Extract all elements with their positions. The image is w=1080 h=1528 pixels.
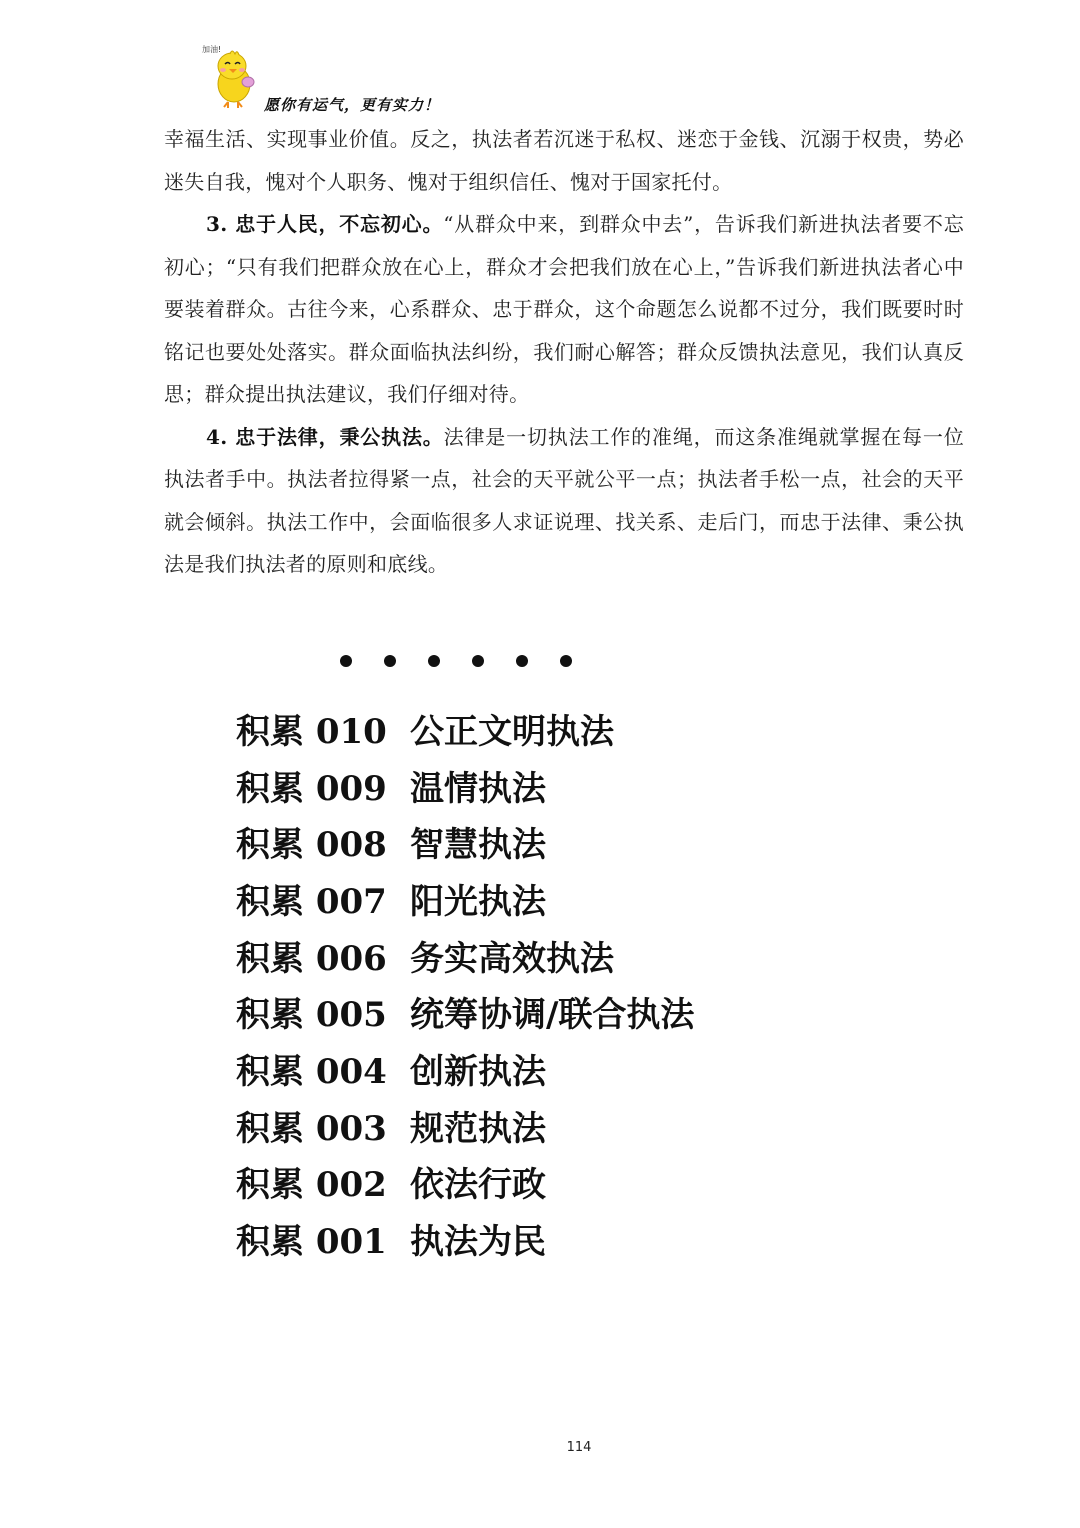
list-item-title: 规范执法 bbox=[410, 1108, 546, 1149]
list-item bbox=[236, 1040, 694, 1097]
list-item bbox=[236, 1154, 694, 1211]
list-item-code: 积累 009 bbox=[236, 768, 387, 809]
paragraph-heading: 4. 忠于法律，秉公执法。 bbox=[206, 424, 444, 449]
list-item bbox=[236, 983, 694, 1040]
paragraph-loyal-to-people bbox=[164, 203, 964, 416]
list-item-code: 积累 001 bbox=[236, 1222, 387, 1263]
paragraph-heading: 3. 忠于人民，不忘初心。 bbox=[206, 212, 444, 236]
list-item-title: 公正文明执法 bbox=[410, 711, 614, 752]
chick-bubble-text: 加油! bbox=[202, 45, 222, 54]
list-item bbox=[236, 700, 694, 757]
list-item-title: 智慧执法 bbox=[410, 825, 546, 866]
list-item-code: 积累 010 bbox=[236, 711, 387, 752]
divider-dot bbox=[384, 655, 396, 667]
divider-dot bbox=[516, 655, 528, 667]
list-item-title: 创新执法 bbox=[410, 1051, 546, 1092]
list-item-code: 积累 005 bbox=[236, 995, 387, 1036]
list-item-code: 积累 007 bbox=[236, 881, 387, 922]
list-item bbox=[236, 870, 694, 927]
header-motto: 愿你有运气，更有实力！ bbox=[264, 96, 441, 114]
page-number: 114 bbox=[566, 1440, 592, 1455]
paragraph-text: 幸福生活、实现事业价值。反之，执法者若沉迷于私权、迷恋于金钱、沉溺于权贵，势必迷失自我，愧对个人职务、愧对于组织信任、愧对于国家托付。 bbox=[164, 127, 964, 194]
list-item-title: 温情执法 bbox=[410, 768, 546, 809]
divider-dot bbox=[428, 655, 440, 667]
list-item-code: 积累 002 bbox=[236, 1165, 387, 1206]
list-item-code: 积累 003 bbox=[236, 1108, 387, 1149]
list-item bbox=[236, 813, 694, 870]
list-item-title: 依法行政 bbox=[410, 1165, 546, 1206]
paragraph-loyal-to-law bbox=[164, 416, 964, 586]
list-item-title: 统筹协调/联合执法 bbox=[410, 995, 695, 1036]
list-item-title: 务实高效执法 bbox=[410, 938, 614, 979]
divider-dot bbox=[560, 655, 572, 667]
list-item bbox=[236, 1097, 694, 1154]
accumulation-list bbox=[236, 700, 694, 1267]
divider-dot bbox=[340, 655, 352, 667]
paragraph-text: 法律是一切执法工作的准绳，而这条准绳就掌握在每一位执法者手中。执法者拉得紧一点，社会的天平就公平一点；执法者手松一点，社会的天平就会倾斜。执法工作中，会面临很多人求证说理、找关系、走后门，而忠于法律、秉公执法是我们执法者的原则和底线。 bbox=[164, 424, 964, 576]
divider-dot bbox=[472, 655, 484, 667]
page-header bbox=[198, 40, 498, 120]
list-item bbox=[236, 757, 694, 814]
list-item-code: 积累 006 bbox=[236, 938, 387, 979]
article-body bbox=[164, 118, 964, 586]
list-item-code: 积累 008 bbox=[236, 825, 387, 866]
list-item bbox=[236, 927, 694, 984]
dot-divider bbox=[340, 655, 572, 667]
list-item bbox=[236, 1210, 694, 1267]
paragraph-text: “从群众中来，到群众中去”，告诉我们新进执法者要不忘初心；“只有我们把群众放在心上，群众才会把我们放在心上，”告诉我们新进执法者心中要装着群众。古往今来，心系群众、忠于群众，这个命题怎么说都不过分，我们既要时时铭记也要处处落实。群众面临执法纠纷，我们耐心解答；群众反馈执法意见，我们认真反思；群众提出执法建议，我们仔细对待。 bbox=[164, 212, 964, 406]
list-item-title: 阳光执法 bbox=[410, 881, 546, 922]
list-item-code: 积累 004 bbox=[236, 1051, 387, 1092]
paragraph-continued bbox=[164, 118, 964, 203]
list-item-title: 执法为民 bbox=[410, 1222, 546, 1263]
